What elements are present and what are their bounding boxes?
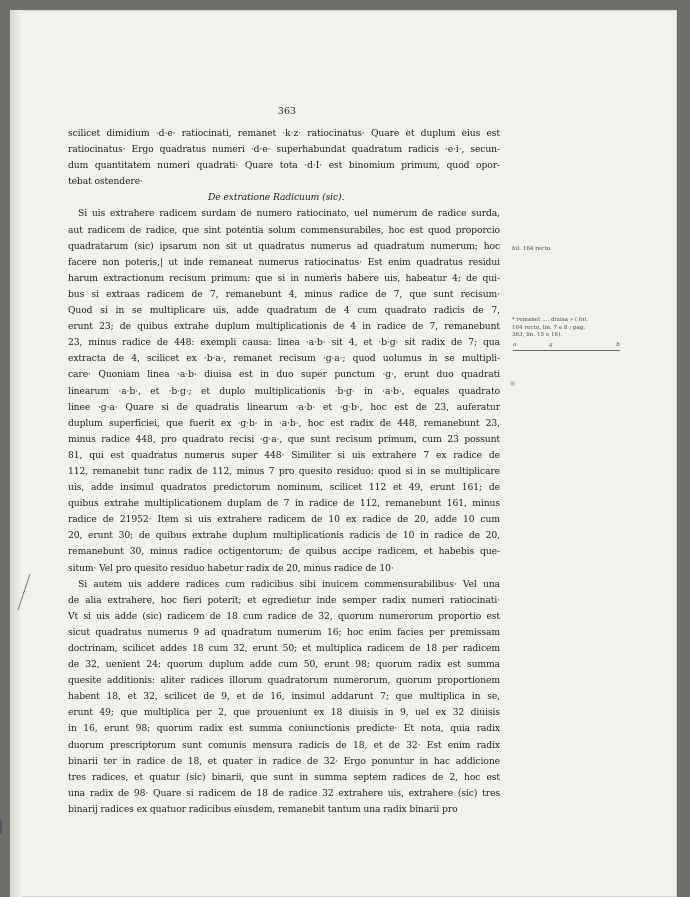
text-line: linearum ·a·b·, et ·b·g·; et duplo multiplicationis ·b·g· in ·a·b·, equales quadrato <box>68 385 500 397</box>
text-line: remanebunt 30, minus radice octigentorum; de quibus accipe radicem, et habebis que- <box>68 546 500 558</box>
text-line: bus si extraas radicem de 7, remanebunt 4, minus radice de 7, que sunt recisum· <box>68 288 500 300</box>
main-text-block <box>68 126 500 818</box>
text-line: tebat ostendere· <box>68 176 143 188</box>
page-number: 363 <box>277 106 297 117</box>
text-line: ratiocinatus· Ergo quadratus numeri ·d·e· superhabundat quadratum radicis ·e·i·, secun- <box>68 144 500 156</box>
text-line: sicut quadratus numerus 9 ad quadratum numerum 16; hoc enim facies per premissam <box>68 626 500 638</box>
text-line: minus radice 448, pro quadrato recisi ·g·a·, que sunt recisum primum, cum 23 possunt <box>68 433 500 445</box>
text-line: doctrinam, scilicet addes 18 cum 32, erunt 50; et multiplica radicem de 18 per radicem <box>68 643 500 654</box>
paper-spot <box>510 381 515 386</box>
text-line: 112, remanebit tunc radix de 112, minus 7 pro quesito residuo: quod si in se multiplicare <box>68 465 500 477</box>
text-line: 20, erunt 30; de quibus extrahe duplum multiplicationis radicis de 10 in radice de 20, <box>68 530 500 542</box>
text-line: extracta de 4, scilicet ex ·b·a·, remanet recisum ·g·a·; quod uolumus in se multipli- <box>68 353 500 365</box>
text-line: binarii ter in radice de 18, et quater in radice de 32· Ergo ponuntur in hac addicione <box>68 755 500 767</box>
text-line: harum extractionum recisum primum: que si in numeris habere uis, habeatur 4; de qui- <box>68 272 500 284</box>
text-line: quadratarum (sic) ipsarum non sit ut quadratus numerus ad quadratum numerum; hoc <box>68 240 500 252</box>
text-line: una radix de 98· Quare si radicem de 18 de radice 32 extrahere uis, extrahere (sic) tres <box>68 787 500 799</box>
text-line: Vt si uis adde (sic) radicem de 18 cum radice de 32, quorum numerorum proportio est <box>68 610 500 622</box>
margin-note-line: 363, lin. 15 e 16). <box>512 332 563 339</box>
point-a-label: a <box>513 342 517 348</box>
text-line: habent 18, et 32, scilicet de 9, et de 16, insimul addarunt 7; que multiplica in se, <box>68 691 500 703</box>
margin-note-line: 164 recto, lin. 7 e 8 ; pag. <box>512 324 586 331</box>
text-line: tres radices, et quatur (sic) binarii, que sunt in summa septem radices de 2, hoc est <box>68 771 500 783</box>
text-line: Quod si in se multiplicare uis, adde quadratum de 4 cum quadrato radicis de 7, <box>68 305 500 317</box>
book-page <box>10 10 677 897</box>
text-line: de alia extrahere, hoc fieri poterit; et egredietur inde semper radix numeri ratiocinati· <box>68 594 500 606</box>
text-line: Si uis extrahere radicem surdam de numero ratiocinato, uel numerum de radice surda, <box>78 208 500 220</box>
text-line: facere non poteris,| ut inde remaneat numerus ratiocinatus· Est enim quadratus residui <box>68 256 500 268</box>
text-line: quibus extrahe multiplicationem duplam de 7 in radice de 112, remanebunt 161, minus <box>68 498 500 510</box>
text-line: Si autem uis addere radices cum radicibus sibi inuicem commensurabilibus· Vel una <box>78 578 500 590</box>
text-line: dum quantitatem numeri quadrati· Quare tota ·d·I· est binomium primum, quod opor- <box>68 160 500 172</box>
margin-note-line: * remanet .... diuisa » ( fol. <box>512 317 588 323</box>
text-line: in 16, erunt 98; quorum radix est summa coniunctionis predicte· Et nota, quia radix <box>68 723 500 735</box>
pencil-mark-icon <box>14 572 32 612</box>
text-line: situm· Vel pro quesito residuo habetur radix de 20, minus radice de 10· <box>68 562 394 574</box>
margin-note-correction <box>512 317 588 340</box>
point-g-label: g <box>549 342 553 348</box>
text-line: de 32, uenient 24; quorum duplum adde cum 50, erunt 98; quorum radix est summa <box>68 659 500 671</box>
text-line: binarij radices ex quatuor radicibus eiusdem, remanebit tantum una radix binarii pro <box>68 803 458 815</box>
text-line: 81, qui est quadratus numerus super 448· Similiter si uis extrahere 7 ex radice de <box>68 449 500 461</box>
text-line: 23, minus radice de 448: exempli causa: linea ·a·b· sit 4, et ·b·g· sit radix de 7; qua <box>68 337 500 349</box>
text-line: aut radicem de radice, que sint potentia solum commensurabiles, hoc est quod proporcio <box>68 224 500 236</box>
text-line: care· Quoniam linea ·a·b· diuisa est in duo super punctum ·g·, erunt duo quadrati <box>68 369 500 381</box>
text-line: duplum superficiei, que fuerit ex ·g·b· in ·a·b·, hoc est radix de 448, remanebunt 23, <box>68 417 500 429</box>
text-line: quesite additionis: aliter radices illorum quadratorum numerorum, quorum proportionem <box>68 675 500 687</box>
margin-note-folio: fol. 164 recto. <box>512 246 552 252</box>
text-line: erunt 23; de quibus extrahe duplum multiplicationis de 4 in radice de 7, remanebunt <box>68 321 500 333</box>
text-line: uis, adde insimul quadratos predictorum nominum, scilicet 112 et 49, erunt 161; de <box>68 482 500 494</box>
text-line: radice de 21952· Item si uis extrahere radicem de 10 ex radice de 20, adde 10 cum <box>68 514 500 526</box>
text-line: scilicet dimidium ·d·e· ratiocinati, remanet ·k·z· ratiocinatus· Quare et duplum eius est <box>68 128 500 139</box>
text-line: duorum prescriptorum sunt comunis mensura radicis de 18, et de 32· Est enim radix <box>68 739 500 751</box>
text-line: erunt 49; que multiplica per 2, que proueniunt ex 18 diuisis in 9, uel ex 32 diuisis <box>68 707 500 719</box>
text-line: linee ·g·a· Quare si de quadratis linearum ·a·b· et ·g·b·, hoc est de 23, auferatur <box>68 401 500 413</box>
section-heading: De extratione Radicuum (sic). <box>208 192 345 204</box>
edge-mark <box>0 820 2 834</box>
point-b-label: b <box>616 342 620 348</box>
margin-figure-line <box>513 350 620 351</box>
